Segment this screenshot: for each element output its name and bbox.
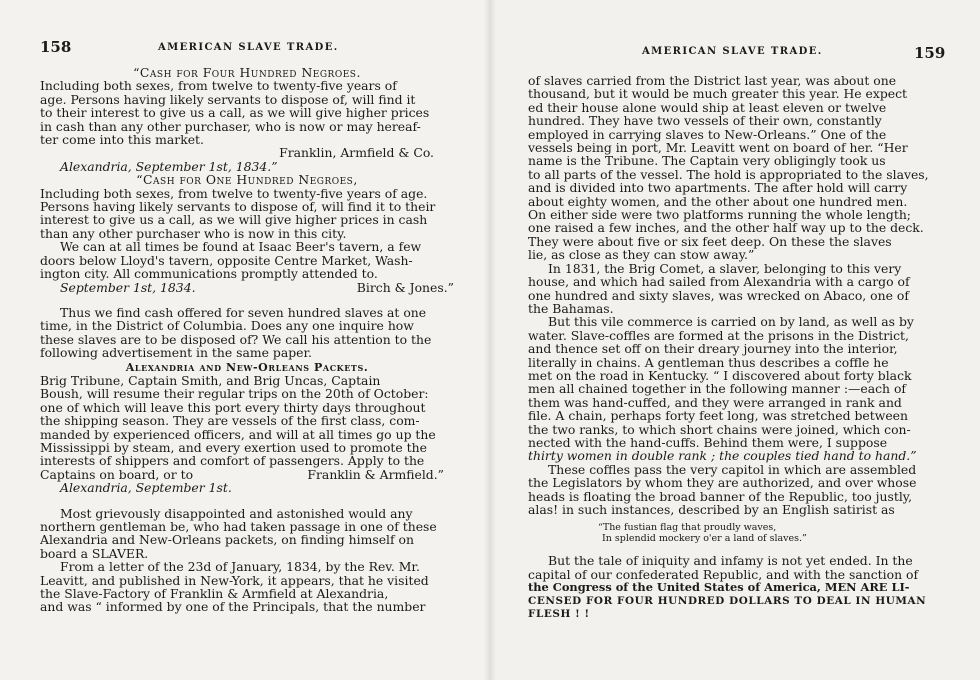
text-line: Alexandria and New-Orleans packets, on finding himself on xyxy=(40,532,414,548)
text-line: FLESH ! ! xyxy=(528,608,590,621)
verse-quote xyxy=(598,522,938,544)
text-line: board a SLAVER. xyxy=(40,545,149,561)
text-line: them was hand-cuffed, and they were arranged in rank and xyxy=(528,394,902,410)
text-line: of slaves carried from the District last year, was about one xyxy=(528,73,897,88)
text-line: They were about five or six feet deep. On these the slaves xyxy=(528,233,892,249)
text-line: the Congress of the United States of America, MEN ARE LI- xyxy=(528,580,910,595)
ad1-heading: “Cash for Four Hundred Negroes. xyxy=(133,65,361,80)
text-line: These coffles pass the very capitol in which are assembled xyxy=(548,461,917,477)
text-line: From a letter of the 23d of January, 1834, by the Rev. Mr. xyxy=(60,559,420,575)
text-line: house, and which had sailed from Alexandria with a cargo of xyxy=(528,274,910,290)
text-line: capital of our confederated Republic, and with the sanction of xyxy=(528,566,919,582)
ad2-date-signature-line xyxy=(40,281,454,294)
text-line: Boush, will resume their regular trips on the 20th of October: xyxy=(40,386,429,402)
text-line: Thus we find cash offered for seven hundred slaves at one xyxy=(60,304,427,320)
text-line: to all parts of the vessel. The hold is appropriated to the slaves, xyxy=(528,166,929,182)
text-line: northern gentleman be, who had taken passage in one of these xyxy=(40,519,437,534)
text-line: CENSED FOR FOUR HUNDRED DOLLARS TO DEAL IN HUMAN xyxy=(528,594,927,607)
text-line: in cash than any other purchaser, who is now or may hereaf- xyxy=(40,118,421,134)
text-line: and was “ informed by one of the Principals, that the number xyxy=(40,599,426,615)
ad3-last-line xyxy=(40,468,454,481)
left-text-column xyxy=(40,66,454,614)
ad2-date: September 1st, 1834. xyxy=(60,279,196,295)
text-line: about eighty women, and the other about one hundred men. xyxy=(528,193,908,209)
text-line: these slaves are to be disposed of? We call his attention to the xyxy=(40,331,432,347)
text-line: name is the Tribune. The Captain very obligingly took us xyxy=(528,153,886,169)
ad2-signature: Birch & Jones.” xyxy=(356,279,454,295)
text-line: We can at all times be found at Isaac Beer's tavern, a few xyxy=(60,239,422,255)
text-line: thousand, but it would be much greater this year. He expect xyxy=(528,86,908,102)
text-line: water. Slave-coffles are formed at the prisons in the District, xyxy=(528,327,909,343)
text-line: But this vile commerce is carried on by land, as well as by xyxy=(548,314,914,330)
ad3-last-line-left: Captains on board, or to xyxy=(40,466,194,482)
page-number: 158 xyxy=(40,38,72,56)
ad3-dateline: Alexandria, September 1st. xyxy=(60,480,232,496)
text-line: file. A chain, perhaps forty feet long, was stretched between xyxy=(528,408,908,424)
text-line: one of which will leave this port every thirty days throughout xyxy=(40,399,426,415)
text-line: Mississippi by steam, and every exertion used to promote the xyxy=(40,439,427,455)
text-line: On either side were two platforms running the whole length; xyxy=(528,207,911,223)
text-line: employed in carrying slaves to New-Orleans.” One of the xyxy=(528,126,887,142)
text-line: Most grievously disappointed and astonished would any xyxy=(60,505,413,521)
text-line: vessels being in port, Mr. Leavitt went on board of her. “Her xyxy=(528,140,908,156)
text-line: than any other purchaser who is now in this city. xyxy=(40,225,347,241)
text-line: literally in chains. A gentleman thus describes a coffle he xyxy=(528,354,889,370)
text-line: interest to give us a call, as we will give higher prices in cash xyxy=(40,212,428,228)
text-line: the Legislators by whom they are authorized, and over whose xyxy=(528,475,917,491)
text-line: time, in the District of Columbia. Does any one inquire how xyxy=(40,318,414,334)
text-line: ed their house alone would ship at least eleven or twelve xyxy=(528,99,887,115)
ad2-heading: “Cash for One Hundred Negroes, xyxy=(136,172,358,188)
text-line: Leavitt, and published in New-York, it appears, that he visited xyxy=(40,572,429,588)
right-page xyxy=(490,0,980,680)
text-line: thirty women in double rank ; the couples tied hand to hand.” xyxy=(528,448,917,464)
text-line: ter come into this market. xyxy=(40,132,204,148)
verse-line: In splendid mockery o'er a land of slaves.” xyxy=(602,533,807,545)
text-line: met on the road in Kentucky. “ I discovered about forty black xyxy=(528,367,912,383)
text-line: doors below Lloyd's tavern, opposite Centre Market, Wash- xyxy=(40,252,413,268)
text-line: But the tale of iniquity and infamy is not yet ended. In the xyxy=(548,553,913,569)
text-line: the two ranks, to which short chains were joined, which con- xyxy=(528,421,911,437)
text-line: one hundred and sixty slaves, was wrecked on Abaco, one of xyxy=(528,287,909,303)
text-line: lie, as close as they can stow away.” xyxy=(528,247,755,263)
text-line: to their interest to give us a call, as we will give higher prices xyxy=(40,105,430,121)
text-line: age. Persons having likely servants to dispose of, will find it xyxy=(40,91,416,107)
ad1-dateline: Alexandria, September 1st, 1834.” xyxy=(60,158,278,174)
running-header: AMERICAN SLAVE TRADE. xyxy=(642,46,823,57)
text-line: manded by experienced officers, and will at all times go up the xyxy=(40,426,436,442)
text-line: men all chained together in the following manner :—each of xyxy=(528,381,907,397)
running-header: AMERICAN SLAVE TRADE. xyxy=(158,42,339,53)
text-line: following advertisement in the same paper. xyxy=(40,345,313,361)
text-line: hundred. They have two vessels of their own, constantly xyxy=(528,113,882,129)
text-line: one raised a few inches, and the other half way up to the deck. xyxy=(528,220,924,236)
right-text-column xyxy=(528,74,938,621)
text-line: the shipping season. They are vessels of the first class, com- xyxy=(40,413,420,429)
text-line: ington city. All communications promptly attended to. xyxy=(40,266,378,282)
text-line: alas! in such instances, described by an English satirist as xyxy=(528,502,895,517)
text-line: Persons having likely servants to dispose of, will find it to their xyxy=(40,199,436,215)
text-line: interests of shippers and comfort of passengers. Apply to the xyxy=(40,453,425,469)
text-line: nected with the hand-cuffs. Behind them were, I suppose xyxy=(528,434,888,450)
text-line: and is divided into two apartments. The after hold will carry xyxy=(528,180,908,196)
text-line: Including both sexes, from twelve to twenty-five years of age. xyxy=(40,185,428,201)
page-number: 159 xyxy=(914,44,946,62)
text-line: and thence set off on their dreary journey into the interior, xyxy=(528,341,898,357)
ad3-heading: Alexandria and New-Orleans Packets. xyxy=(125,360,369,374)
book-gutter xyxy=(484,0,496,680)
text-line: the Slave-Factory of Franklin & Armfield at Alexandria, xyxy=(40,586,389,602)
text-line: the Bahamas. xyxy=(528,300,614,316)
text-line: Including both sexes, from twelve to twenty-five years of xyxy=(40,78,397,94)
ad1-signature: Franklin, Armfield & Co. xyxy=(279,145,434,161)
ad3-signature: Franklin & Armfield.” xyxy=(307,466,444,482)
text-line: Brig Tribune, Captain Smith, and Brig Uncas, Captain xyxy=(40,372,381,388)
text-line: heads is floating the broad banner of the Republic, too justly, xyxy=(528,488,913,504)
text-line: In 1831, the Brig Comet, a slaver, belonging to this very xyxy=(548,260,902,276)
verse-line: “The fustian flag that proudly waves, xyxy=(598,522,777,534)
